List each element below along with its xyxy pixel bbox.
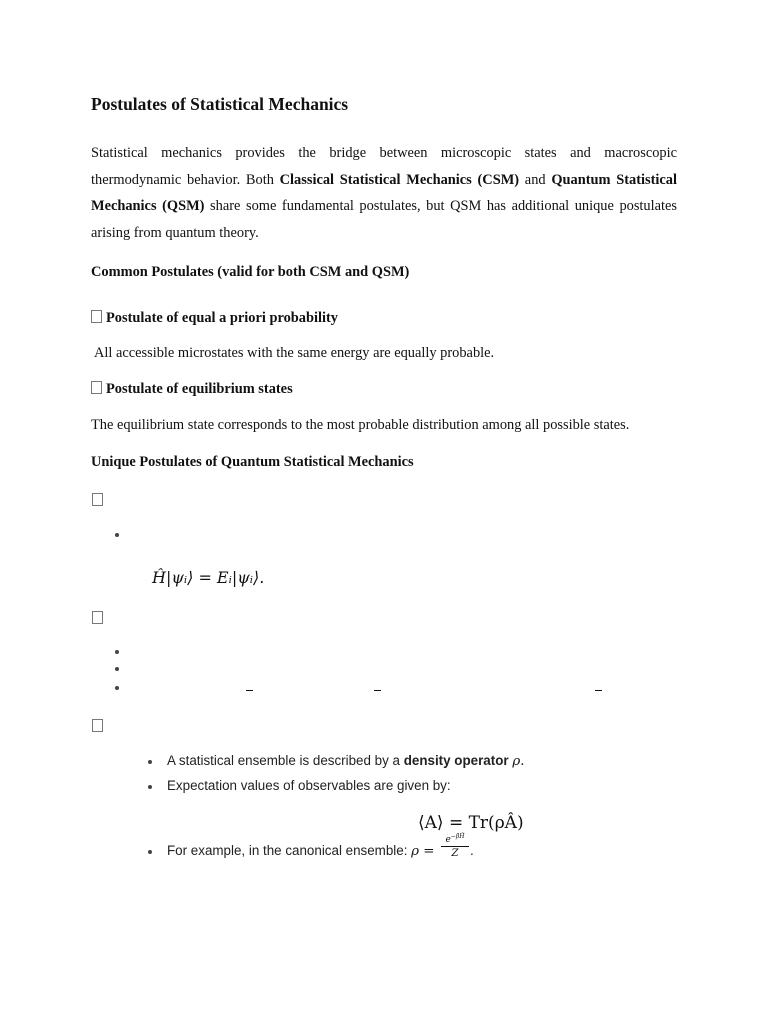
fraction-denominator: Z [451, 848, 459, 859]
intro-text-3: share some fundamental postulates, but QSM has additional unique postulates arising from quantum theory. [91, 198, 677, 241]
intro-text-1: Statistical mechanics provides the bridge between microscopic states and macroscopic thermodynamic behavior. Both [91, 145, 677, 188]
density-item-1-text: A statistical ensemble is described by a [167, 753, 404, 768]
page-title: Postulates of Statistical Mechanics [91, 94, 349, 114]
intro-text-2: and [519, 171, 552, 188]
bullet-dot [148, 850, 152, 854]
density-operator-term: density operator [403, 753, 509, 768]
unique-postulates-heading: Unique Postulates of Quantum Statistical Mechanics [91, 454, 414, 470]
bullet-dot [148, 760, 152, 764]
missing-glyph-icon [92, 718, 107, 736]
fraction-bar [441, 846, 469, 847]
intro-bold-qsm: Quantum Statistical Mechanics (QSM) [91, 171, 677, 215]
density-item-1 [167, 753, 524, 769]
postulate-2-heading [91, 381, 293, 398]
fraction-bar-mark [246, 690, 253, 691]
bullet-dot [115, 667, 119, 671]
postulate-2-text: The equilibrium state corresponds to the most probable distribution among all possible states. [91, 417, 630, 433]
fraction-base: e [445, 835, 451, 845]
schrodinger-equation: Ĥ|ψᵢ⟩ = Eᵢ|ψᵢ⟩. [152, 568, 265, 587]
missing-glyph-icon [92, 492, 107, 510]
postulate-1-title: Postulate of equal a priori probability [106, 310, 338, 326]
fraction-bar-mark [374, 690, 381, 691]
missing-glyph-icon [91, 310, 102, 323]
missing-glyph-icon [91, 381, 102, 394]
postulate-1-text: All accessible microstates with the same energy are equally probable. [94, 345, 495, 361]
density-item-3-text: For example, in the canonical ensemble: [167, 843, 412, 858]
density-item-2: Expectation values of observables are given by: [167, 778, 451, 793]
fraction-numerator [441, 832, 469, 845]
bullet-dot [148, 785, 152, 789]
missing-glyph-icon [92, 610, 107, 628]
bullet-dot [115, 686, 119, 690]
postulate-2-title: Postulate of equilibrium states [106, 381, 293, 397]
intro-paragraph [91, 140, 677, 246]
fraction-bar-mark [595, 690, 602, 691]
bullet-dot [115, 533, 119, 537]
sentence-period: . [470, 843, 474, 858]
fraction-exponent: −βĤ [450, 833, 465, 840]
intro-bold-csm: Classical Statistical Mechanics (CSM) [279, 171, 520, 188]
bullet-dot [115, 650, 119, 654]
postulate-1-heading [91, 310, 338, 327]
rho-equals: ρ = [411, 844, 435, 859]
density-item-3 [167, 843, 435, 859]
expectation-equation: ⟨A⟩ = Tr(ρÂ) [418, 813, 524, 833]
rho-symbol: ρ. [512, 754, 525, 769]
canonical-fraction [441, 832, 469, 859]
common-postulates-heading: Common Postulates (valid for both CSM and QSM) [91, 264, 410, 280]
